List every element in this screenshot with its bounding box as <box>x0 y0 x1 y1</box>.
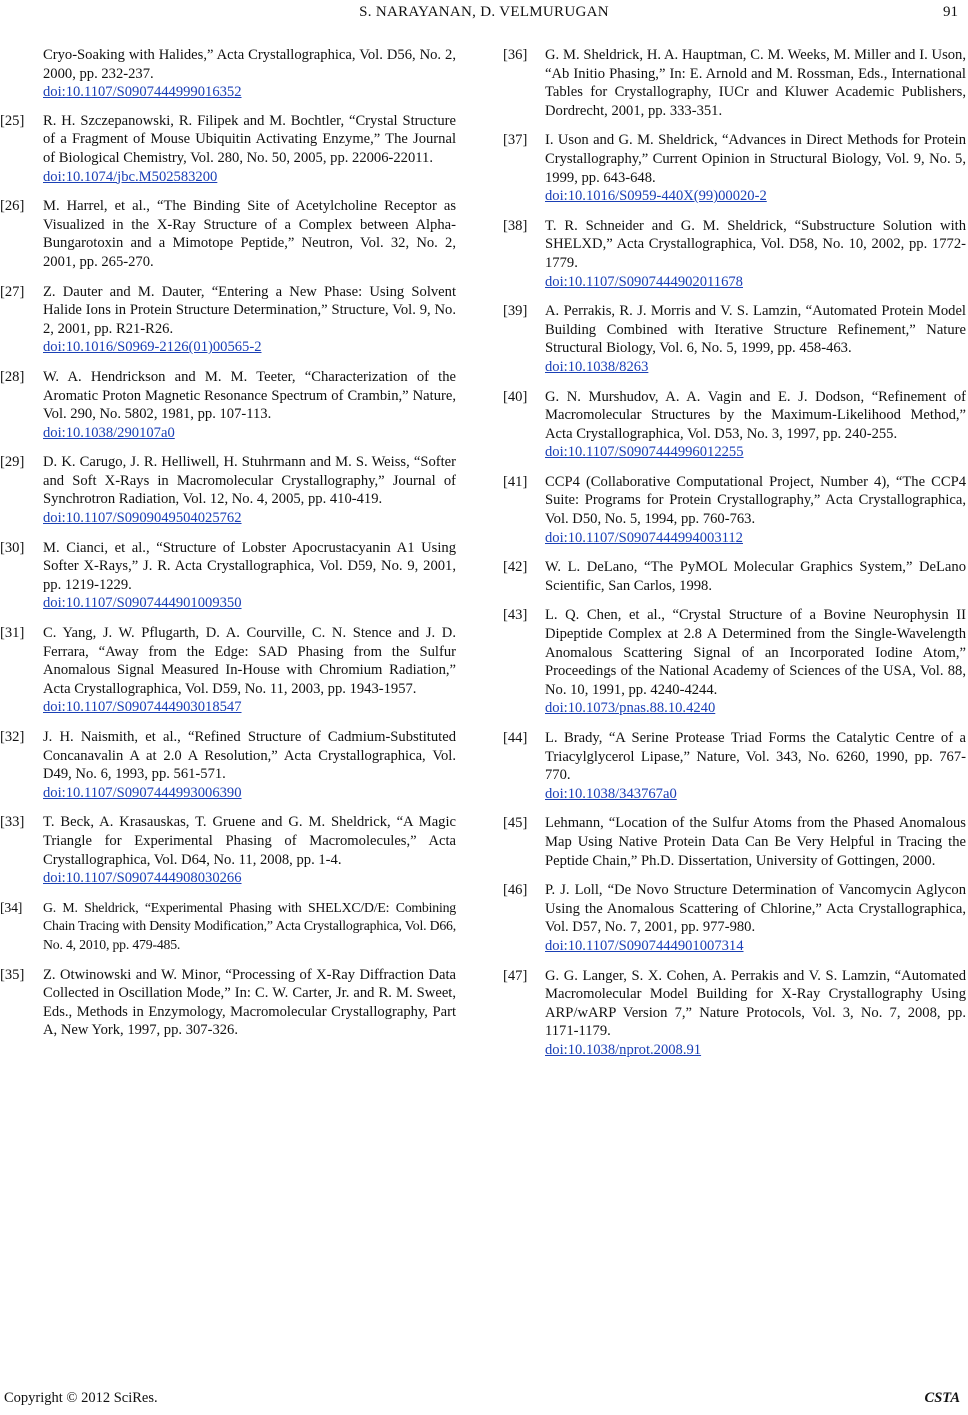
doi-link[interactable]: doi:10.1038/290107a0 <box>43 424 175 441</box>
page-header <box>0 4 968 24</box>
reference-item <box>0 728 456 802</box>
doi-link[interactable]: doi:10.1107/S0907444994003112 <box>545 529 743 546</box>
reference-number: [34] <box>0 899 23 915</box>
running-title: S. NARAYANAN, D. VELMURUGAN <box>359 4 609 20</box>
doi-link[interactable]: doi:10.1107/S0907444903018547 <box>43 699 242 716</box>
reference-item <box>503 558 966 595</box>
reference-number: [35] <box>0 966 25 983</box>
reference-text: W. A. Hendrickson and M. M. Teeter, “Characterization of the Aromatic Proton Magnetic Resonance Spectrum of Crambin,” Nature, Vol. 290, No. 5802, 1981, pp. 107-113. <box>43 368 456 423</box>
doi-link[interactable]: doi:10.1016/S0959-440X(99)00020-2 <box>545 188 767 205</box>
reference-number: [44] <box>503 730 528 746</box>
reference-item <box>0 966 456 1040</box>
reference-number: [39] <box>503 303 528 320</box>
reference-text: G. M. Sheldrick, “Experimental Phasing with SHELXC/D/E: Combining Chain Tracing with Density Modification,” Acta Crystallographica, Vol. D66, No. 4, 2010, pp. 479-485. <box>43 899 456 952</box>
reference-text: T. R. Schneider and G. M. Sheldrick, “Substructure Solution with SHELXD,” Acta Crystallographica, Vol. D58, No. 10, 2002, pp. 1772-1779. <box>545 217 966 271</box>
reference-item <box>0 197 456 271</box>
reference-number: [29] <box>0 454 25 471</box>
doi-link[interactable]: doi:10.1107/S0909049504025762 <box>43 510 242 527</box>
doi-link[interactable]: doi:10.1038/8263 <box>545 358 649 375</box>
reference-text: Lehmann, “Location of the Sulfur Atoms from the Phased Anomalous Map Using Native Protein Data Can Be Very Helpful in Tracing the Peptide Chain,” Ph.D. Dissertation, University of Gottingen, 2000. <box>545 815 966 869</box>
doi-link[interactable]: doi:10.1038/nprot.2008.91 <box>545 1041 702 1058</box>
reference-number: [30] <box>0 539 25 556</box>
reference-text: Z. Otwinowski and W. Minor, “Processing of X-Ray Diffraction Data Collected in Oscillation Mode,” In: C. W. Carter, Jr. and R. M. Sweet, Eds., Methods in Enzymology, Macromolecular Crystallography, Part A, New York, 1997, pp. 307-326. <box>43 966 456 1039</box>
right-column <box>503 46 966 1071</box>
reference-text: P. J. Loll, “De Novo Structure Determination of Vancomycin Aglycon Using the Anomalous Scattering of Chlorine,” Acta Crystallographica, Vol. D57, No. 7, 2001, pp. 977-980. <box>545 882 966 936</box>
reference-number: [43] <box>503 607 528 624</box>
doi-link[interactable]: doi:10.1107/S0907444999016352 <box>43 84 242 101</box>
reference-text: G. N. Murshudov, A. A. Vagin and E. J. Dodson, “Refinement of Macromolecular Structures by the Maximum-Likelihood Method,” Acta Crystallographica, Vol. D53, No. 3, 1997, pp. 240-255. <box>545 388 966 442</box>
reference-number: [27] <box>0 283 25 300</box>
doi-link[interactable]: doi:10.1038/343767a0 <box>545 785 677 802</box>
doi-link[interactable]: doi:10.1107/S0907444993006390 <box>43 784 242 801</box>
reference-number: [41] <box>503 473 528 490</box>
reference-item <box>503 131 966 205</box>
reference-item <box>503 606 966 718</box>
reference-item <box>0 813 456 887</box>
page-footer <box>0 1390 968 1410</box>
page-number: 91 <box>943 4 958 20</box>
reference-number: [33] <box>0 814 25 831</box>
reference-text: W. L. DeLano, “The PyMOL Molecular Graphics System,” DeLano Scientific, San Carlos, 1998. <box>545 559 966 594</box>
reference-item <box>0 283 456 357</box>
reference-number: [46] <box>503 882 528 899</box>
doi-link[interactable]: doi:10.1107/S0907444901009350 <box>43 595 242 612</box>
doi-link[interactable]: doi:10.1074/jbc.M502583200 <box>43 168 218 185</box>
reference-number: [40] <box>503 388 528 405</box>
reference-item <box>503 473 966 547</box>
reference-text: G. M. Sheldrick, H. A. Hauptman, C. M. Weeks, M. Miller and I. Uson, “Ab Initio Phasing,” In: E. Arnold and M. Rossman, Eds., International Tables for Crystallography, IUCr and Kluwer Academic Publishers, Dordrecht, 2001, pp. 333-351. <box>545 47 966 119</box>
reference-item <box>503 388 966 462</box>
reference-text: L. Q. Chen, et al., “Crystal Structure of a Bovine Neurophysin II Dipeptide Complex at 2.8 A Determined from the Single-Wavelength Anomalous Scattering Signal of an Incorporated Iodine Atom,” Proceedings of the National Academy of Sciences of the USA, Vol. 88, No. 10, 1991, pp. 4240-4244. <box>545 607 966 698</box>
reference-number: [26] <box>0 198 25 215</box>
reference-continuation <box>30 46 456 102</box>
reference-list-left <box>0 112 456 1040</box>
reference-text: G. G. Langer, S. X. Cohen, A. Perrakis and V. S. Lamzin, “Automated Macromolecular Model Building for X-Ray Crystallography Using ARP/wARP Version 7,” Nature Protocols, Vol. 3, No. 7, 2008, pp. 1171-1179. <box>545 967 966 1040</box>
reference-number: [31] <box>0 625 25 642</box>
reference-number: [47] <box>503 967 528 984</box>
left-column <box>0 46 456 1051</box>
journal-abbrev: CSTA <box>924 1390 960 1406</box>
reference-number: [37] <box>503 132 528 149</box>
reference-text: I. Uson and G. M. Sheldrick, “Advances in Direct Methods for Protein Crystallography,” Current Opinion in Structural Biology, Vol. 9, No. 5, 1999, pp. 643-648. <box>545 132 966 186</box>
reference-number: [32] <box>0 729 25 745</box>
reference-number: [28] <box>0 368 25 385</box>
doi-link[interactable]: doi:10.1107/S0907444996012255 <box>545 444 744 461</box>
reference-text: J. H. Naismith, et al., “Refined Structure of Cadmium-Substituted Concanavalin A at 2.0 A Resolution,” Acta Crystallographica, Vol. D49, No. 6, 1993, pp. 561-571. <box>43 729 456 783</box>
reference-number: [38] <box>503 217 528 234</box>
reference-text: T. Beck, A. Krasauskas, T. Gruene and G. M. Sheldrick, “A Magic Triangle for Experimental Phasing of Macromolecules,” Acta Crystallographica, Vol. D64, No. 11, 2008, pp. 1-4. <box>43 814 456 868</box>
reference-item <box>0 624 456 717</box>
reference-number: [45] <box>503 815 528 832</box>
reference-item <box>0 539 456 613</box>
reference-item <box>0 453 456 527</box>
reference-text: C. Yang, J. W. Pflugarth, D. A. Courville, C. N. Stence and J. D. Ferrara, “Away from the Edge: SAD Phasing from the Sulfur Anomalous Signal Measured In-House with Chromium Radiation,” Acta Crystallographica, Vol. D59, No. 11, 2003, pp. 1943-1957. <box>43 625 456 697</box>
reference-text: D. K. Carugo, J. R. Helliwell, H. Stuhrmann and M. S. Weiss, “Softer and Soft X-Rays in Macromolecular Crystallography,” Journal of Synchrotron Radiation, Vol. 12, No. 4, 2005, pp. 410-419. <box>43 454 456 508</box>
reference-item <box>503 46 966 120</box>
reference-text: Z. Dauter and M. Dauter, “Entering a New Phase: Using Solvent Halide Ions in Protein Structure Determination,” Structure, Vol. 9, No. 2, 2001, pp. R21-R26. <box>43 283 456 337</box>
reference-text: M. Cianci, et al., “Structure of Lobster Apocrustacyanin A1 Using Softer X-Rays,” J. R. Acta Crystallographica, Vol. D59, No. 9, 2001, pp. 1219-1229. <box>43 539 456 593</box>
reference-text: L. Brady, “A Serine Protease Triad Forms the Catalytic Centre of a Triacylglycerol Lipase,” Nature, Vol. 343, No. 6260, 1990, pp. 767-770. <box>545 730 966 784</box>
doi-link[interactable]: doi:10.1073/pnas.88.10.4240 <box>545 700 716 717</box>
reference-item <box>503 881 966 955</box>
reference-item <box>0 899 456 955</box>
reference-number: [25] <box>0 112 25 129</box>
reference-item <box>503 302 966 376</box>
reference-item <box>503 217 966 291</box>
doi-link[interactable]: doi:10.1016/S0969-2126(01)00565-2 <box>43 339 262 356</box>
reference-item <box>0 368 456 442</box>
reference-text: Cryo-Soaking with Halides,” Acta Crystallographica, Vol. D56, No. 2, 2000, pp. 232-237. <box>43 47 456 82</box>
copyright-notice: Copyright © 2012 SciRes. <box>4 1390 158 1406</box>
reference-list-right <box>503 46 966 1060</box>
reference-number: [42] <box>503 559 528 576</box>
reference-text: M. Harrel, et al., “The Binding Site of Acetylcholine Receptor as Visualized in the X-Ray Structure of a Complex between Alpha-Bungarotoxin and a Mimotope Peptide,” Neutron, Vol. 32, No. 2, 2001, pp. 265-270. <box>43 198 456 270</box>
doi-link[interactable]: doi:10.1107/S0907444908030266 <box>43 870 242 887</box>
reference-number: [36] <box>503 47 528 63</box>
reference-text: CCP4 (Collaborative Computational Project, Number 4), “The CCP4 Suite: Programs for Protein Crystallography,” Acta Crystallographica, Vol. D50, No. 5, 1994, pp. 760-763. <box>545 473 966 528</box>
reference-item <box>0 112 456 186</box>
reference-item <box>503 729 966 803</box>
reference-text: A. Perrakis, R. J. Morris and V. S. Lamzin, “Automated Protein Model Building Combined with Iterative Structure Refinement,” Nature Structural Biology, Vol. 6, No. 5, 1999, pp. 458-463. <box>545 303 966 357</box>
reference-text: R. H. Szczepanowski, R. Filipek and M. Bochtler, “Crystal Structure of a Fragment of Mouse Ubiquitin Activating Enzyme,” The Journal of Biological Chemistry, Vol. 280, No. 50, 2005, pp. 22006-22011. <box>43 112 456 166</box>
doi-link[interactable]: doi:10.1107/S0907444901007314 <box>545 937 744 954</box>
reference-item <box>503 814 966 870</box>
reference-item <box>503 967 966 1060</box>
doi-link[interactable]: doi:10.1107/S0907444902011678 <box>545 273 743 290</box>
